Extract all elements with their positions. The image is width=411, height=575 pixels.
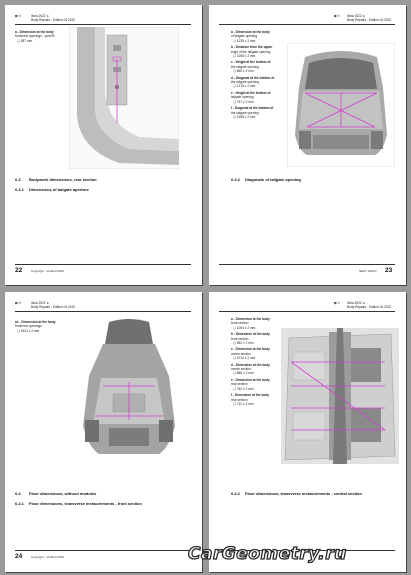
watermark: CarGeometry.ru: [188, 544, 347, 564]
rear-body-figure: [287, 43, 395, 167]
section-heading: 6.4.2 Floor dimensions, transverse measurements - central section: [231, 491, 362, 496]
header-edition: Body Repairs - Edition 04.2022: [347, 305, 392, 309]
callout-note: a1 - Dimension at the body front/rear openings ❑ 1521 ± 2 mm: [15, 320, 56, 333]
footer-copyright: Copyright - Verified 2022: [31, 269, 65, 273]
header-edition: Body Repairs - Edition 04.2022: [347, 18, 392, 22]
footer-rule: [15, 264, 191, 265]
manual-page-24: [5, 292, 202, 572]
header-model: Ibiza 2022 ➤: [31, 14, 50, 18]
header-rule: [219, 311, 395, 312]
callout-notes: a - Dimension at the body of tailgate opening ❑ 1235 ± 2 mm b - Distance from the upper edge of the tailgate opening ❑ 1055 ± 2 mm c - Height at the bottom of the tailgate opening ❑ 865 ± 2 mm d - Diagonal at the bottom of the tailgate opening ❑ 1215 ± 2 mm e - Height at the bottom of tailgate opening ❑ 737 ± 2 mm f - Diagonal at the bottom of the tailgate opening ❑ 1398 ± 2 mm: [231, 30, 275, 119]
footer-rule: [15, 550, 191, 551]
header-edition: Body Repairs - Edition 04.2022: [31, 305, 76, 309]
callout-note: a - Dimension at the body front/rear openings - point B ❑ 387 mm: [15, 30, 55, 43]
section-heading: 6.4 Floor dimensions, without modules: [15, 491, 97, 496]
floor-central-figure: [281, 328, 399, 464]
brand-logo: ⊠ ♡: [334, 301, 341, 305]
page-number: 23: [385, 267, 393, 274]
section-heading: 6.3 Bodywork dimensions, rear section: [15, 177, 97, 182]
header-rule: [15, 24, 191, 25]
footer-brand: SEAT·SPAIN: [359, 269, 377, 273]
header-edition: Body Repairs - Edition 04.2022: [31, 18, 76, 22]
header-rule: [219, 24, 395, 25]
section-heading: 6.3.2 Diagonals of tailgate opening: [231, 177, 301, 182]
manual-page-25: [209, 292, 406, 572]
header-model: Ibiza 2022 ➤: [31, 301, 50, 305]
footer-rule: [219, 264, 395, 265]
callout-notes: a - Dimension at the body front section ❑ 1054 ± 2 mm b - Dimension at the body front section ❑ 962 ± 2 mm c - Dimension at the body centre section ❑ 1010 ± 2 mm d - Dimension at the body centre section ❑ 868 ± 2 mm e - Dimension at the body rear section ❑ 762 ± 2 mm f - Dimension at the body rear section ❑ 712 ± 2 mm: [231, 317, 270, 406]
brand-logo: ⊠ ♡: [334, 14, 341, 18]
page-number: 22: [15, 267, 23, 274]
page-number: 24: [15, 553, 23, 560]
pillar-figure: [69, 27, 179, 169]
header-rule: [15, 311, 191, 312]
brand-logo: ⊠ ♡: [15, 301, 22, 305]
manual-page-23: [209, 5, 406, 285]
manual-page-22: [5, 5, 202, 285]
header-model: Ibiza 2022 ➤: [347, 14, 366, 18]
section-heading: 6.3.1 Dimensions of tailgate aperture: [15, 187, 89, 192]
header-model: Ibiza 2022 ➤: [347, 301, 366, 305]
footer-copyright: Copyright - Verified 2022: [31, 555, 65, 559]
page-header: [15, 14, 21, 18]
underbody-rear-figure: [69, 316, 189, 464]
brand-logo: ⊠ ♡: [15, 14, 22, 18]
section-heading: 6.4.1 Floor dimensions, transverse measurements - front section: [15, 501, 142, 506]
